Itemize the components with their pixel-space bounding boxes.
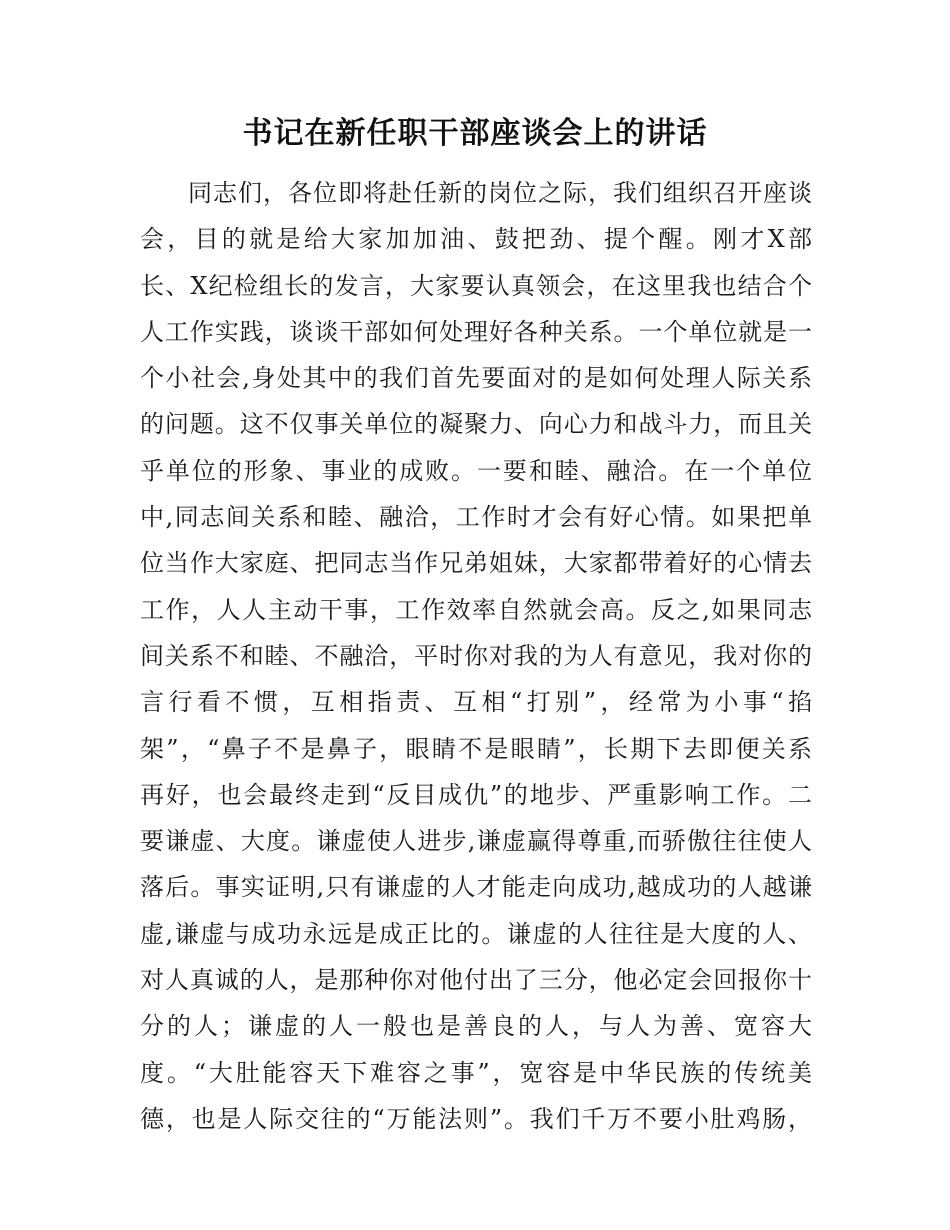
body-line: 德，也是人际交往的“万能法则”。我们千万不要小肚鸡肠， — [140, 1104, 812, 1133]
document-title: 书记在新任职干部座谈会上的讲话 — [242, 116, 708, 151]
body-line: 会，目的就是给大家加加油、鼓把劲、提个醒。刚才X部 — [140, 225, 812, 254]
body-line: 中,同志间关系和睦、融洽，工作时才会有好心情。如果把单 — [140, 503, 812, 532]
body-line: 工作，人人主动干事，工作效率自然就会高。反之,如果同志 — [140, 595, 812, 624]
body-line: 再好，也会最终走到“反目成仇”的地步、严重影响工作。二 — [140, 780, 812, 809]
body-line: 同志们，各位即将赴任新的岗位之际，我们组织召开座谈 — [188, 179, 812, 207]
body-line: 的问题。这不仅事关单位的凝聚力、向心力和战斗力，而且关 — [140, 410, 812, 439]
body-line: 分的人；谦虚的人一般也是善良的人，与人为善、宽容大 — [140, 1012, 812, 1041]
body-line: 乎单位的形象、事业的成败。一要和睦、融洽。在一个单位 — [140, 456, 812, 485]
document-body — [140, 170, 812, 1142]
body-line: 架”，“鼻子不是鼻子，眼睛不是眼睛”，长期下去即便关系 — [140, 734, 812, 763]
body-line: 对人真诚的人，是那种你对他付出了三分，他必定会回报你十 — [140, 966, 812, 995]
body-line: 长、X纪检组长的发言，大家要认真领会，在这里我也结合个 — [140, 271, 812, 300]
body-line: 间关系不和睦、不融洽，平时你对我的为人有意见，我对你的 — [140, 641, 812, 670]
body-line: 度。“大肚能容天下难容之事”，宽容是中华民族的传统美 — [140, 1058, 812, 1087]
body-line: 个小社会,身处其中的我们首先要面对的是如何处理人际关系 — [140, 364, 812, 393]
body-line: 言行看不惯，互相指责、互相“打别”，经常为小事“掐 — [140, 688, 812, 717]
body-line: 位当作大家庭、把同志当作兄弟姐妹，大家都带着好的心情去 — [140, 549, 812, 578]
body-line: 落后。事实证明,只有谦虚的人才能走向成功,越成功的人越谦 — [140, 873, 812, 902]
body-line: 人工作实践，谈谈干部如何处理好各种关系。一个单位就是一 — [140, 317, 812, 346]
body-line: 虚,谦虚与成功永远是成正比的。谦虚的人往往是大度的人、 — [140, 919, 812, 948]
body-line: 要谦虚、大度。谦虚使人进步,谦虚赢得尊重,而骄傲往往使人 — [140, 827, 812, 856]
